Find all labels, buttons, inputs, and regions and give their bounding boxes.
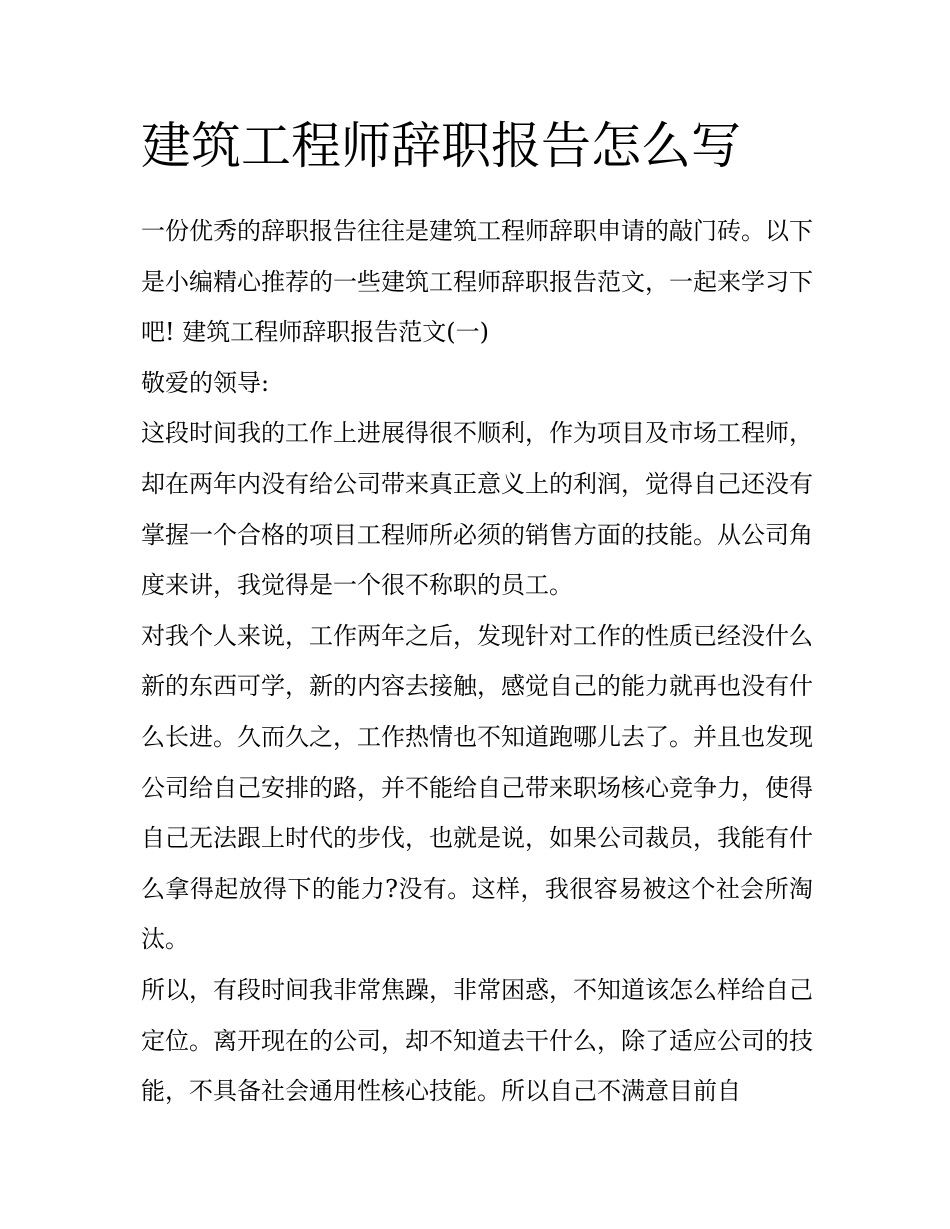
paragraph-confusion: 所以，有段时间我非常焦躁，非常困惑，不知道该怎么样给自己定位。离开现在的公司，却不知道去干什么，除了适应公司的技能，不具备社会通用性核心技能。所以自己不满意目前自 <box>141 975 813 1106</box>
paragraph-salutation: 敬爱的领导: <box>141 368 270 397</box>
paragraph-personal-view: 对我个人来说，工作两年之后，发现针对工作的性质已经没什么新的东西可学，新的内容去接触，感觉自己的能力就再也没有什么长进。久而久之，工作热情也不知道跑哪儿去了。并且也发现公司给自己安排的路，并不能给自己带来职场核心竞争力，使得自己无法跟上时代的步伐，也就是说，如果公司裁员，我能有什么拿得起放得下的能力?没有。这样，我很容易被这个社会所淘汰。 <box>141 621 813 954</box>
paragraph-intro: 一份优秀的辞职报告往往是建筑工程师辞职申请的敲门砖。以下是小编精心推荐的一些建筑工程师辞职报告范文，一起来学习下吧! 建筑工程师辞职报告范文(一) <box>141 217 813 347</box>
document-body <box>141 114 813 1117</box>
paragraph-work-situation: 这段时间我的工作上进展得很不顺利，作为项目及市场工程师，却在两年内没有给公司带来真正意义上的利润，觉得自己还没有掌握一个合格的项目工程师所必须的销售方面的技能。从公司角度来讲，我觉得是一个很不称职的员工。 <box>141 419 813 600</box>
document-title: 建筑工程师辞职报告怎么写 <box>141 117 741 175</box>
